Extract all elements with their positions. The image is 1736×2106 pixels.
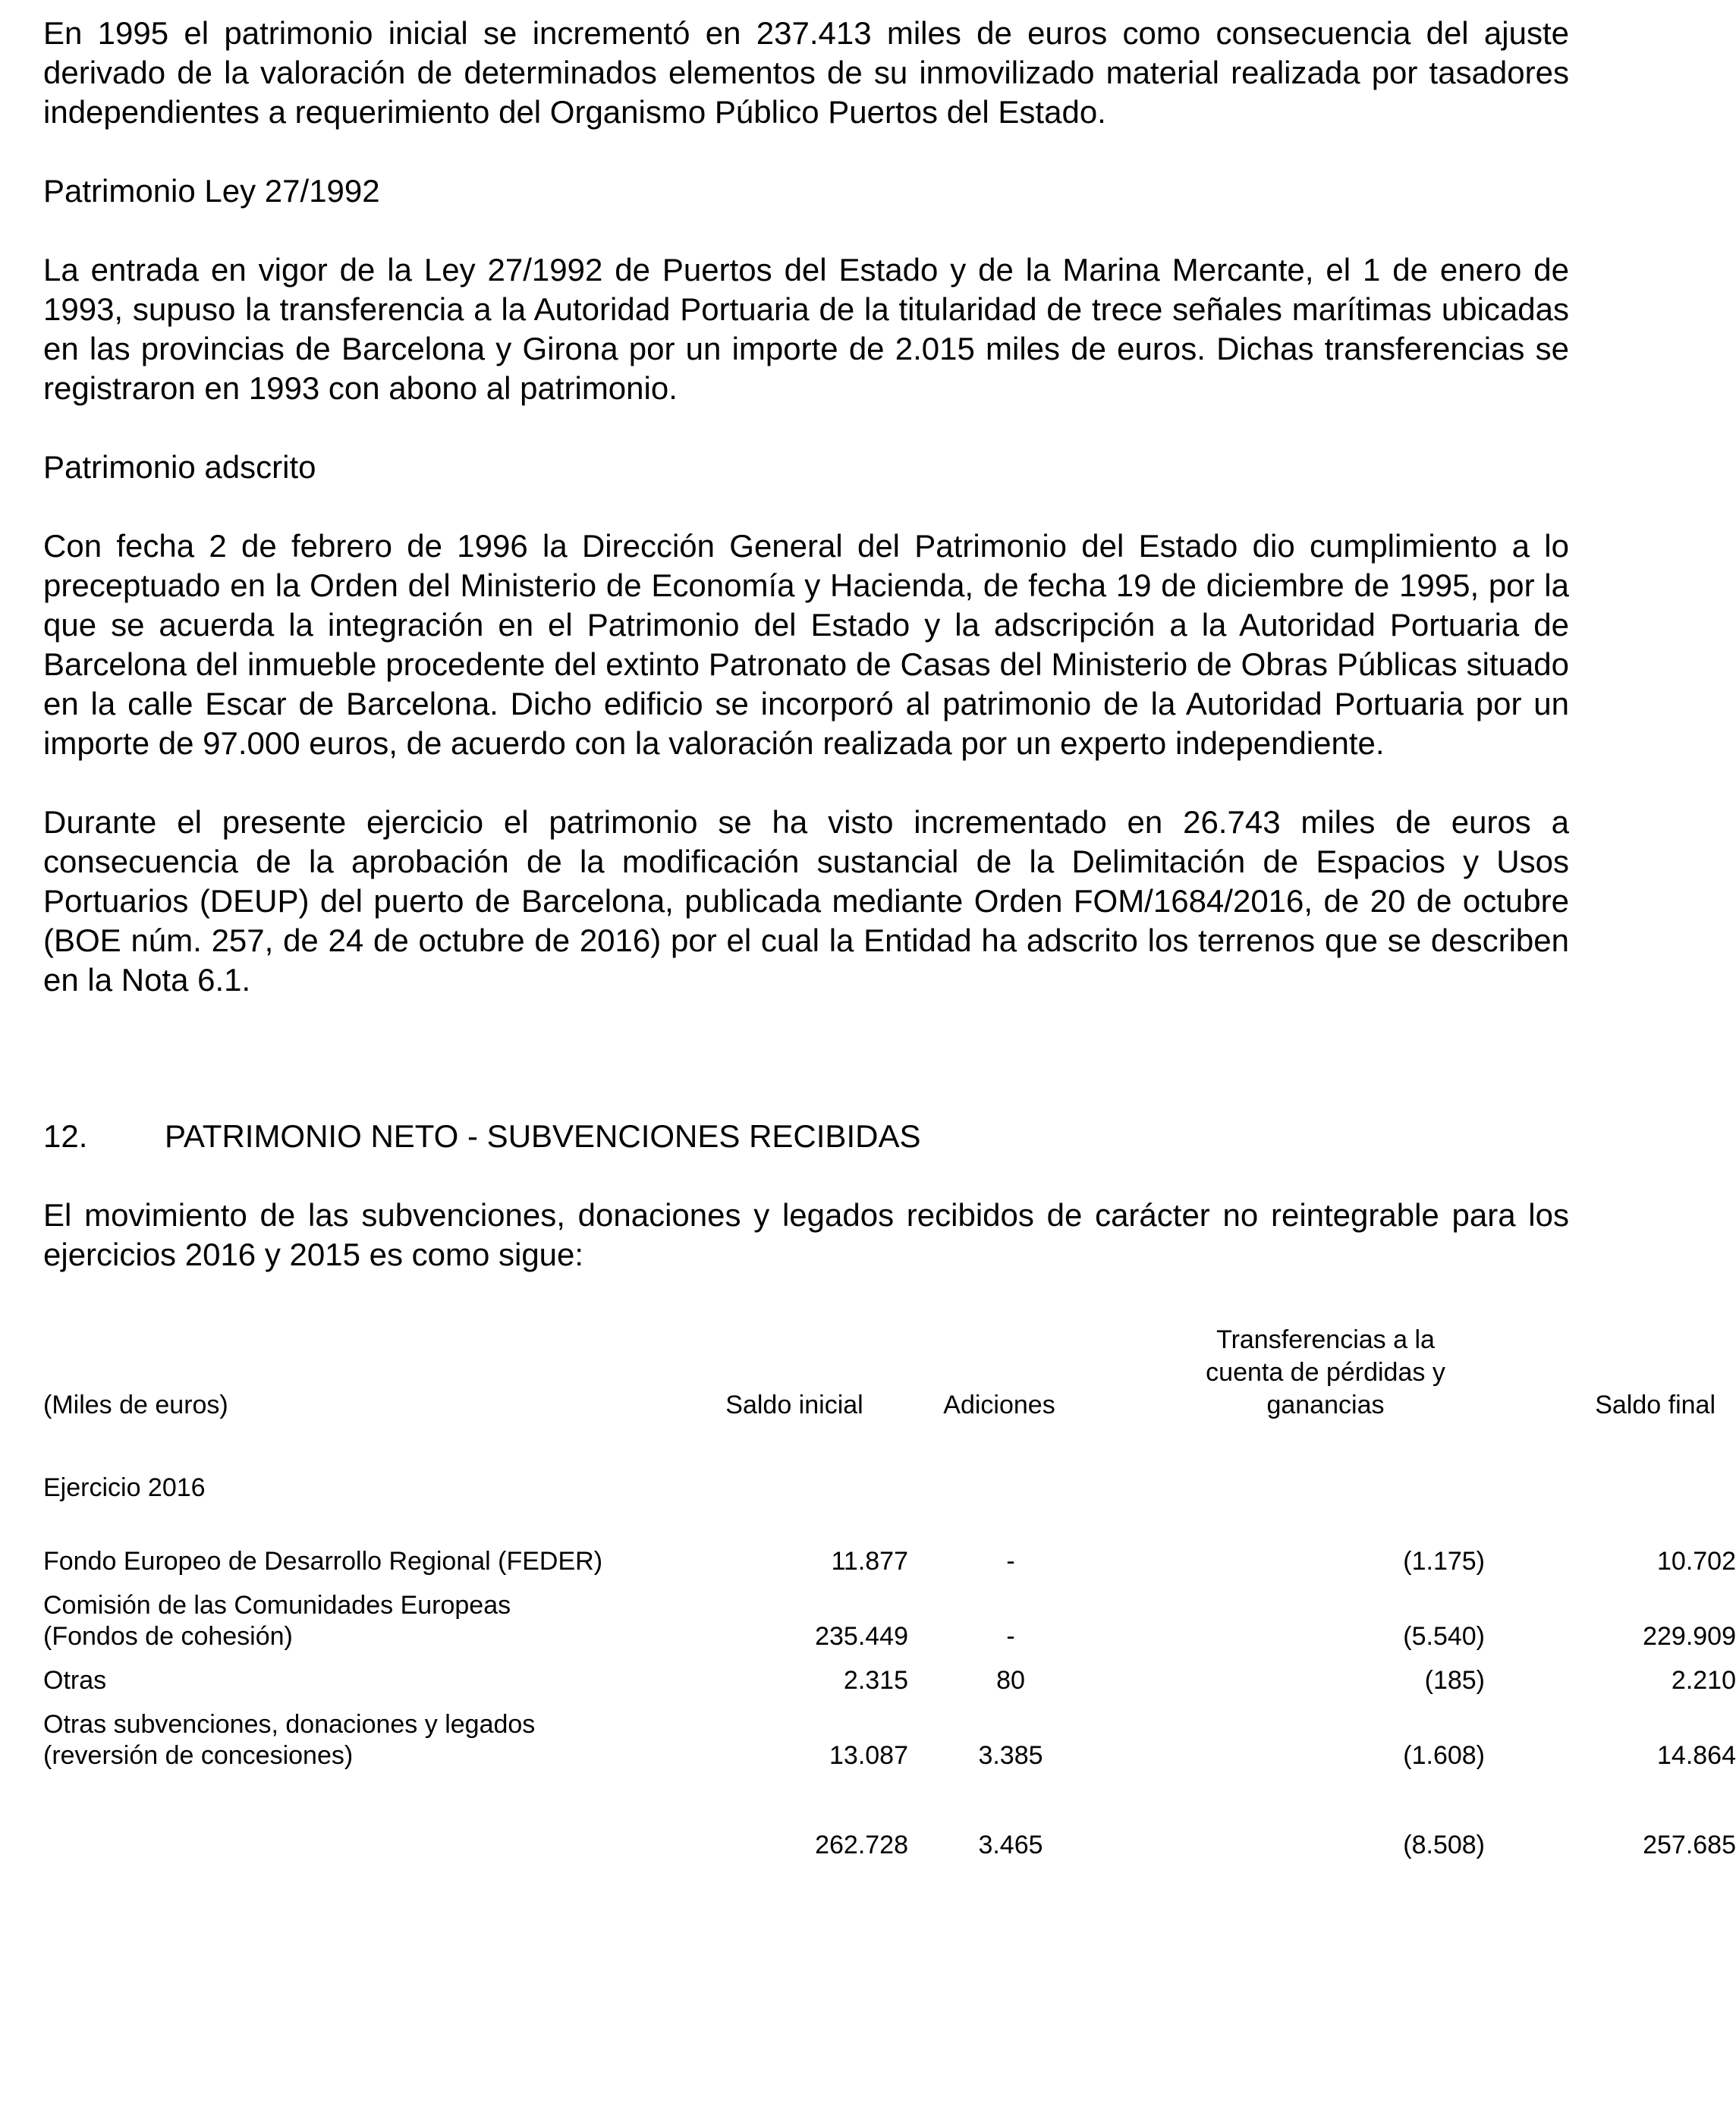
cell-transferencias: (185)	[1424, 1666, 1485, 1695]
table-row	[43, 1709, 1736, 1771]
period-label: Ejercicio 2016	[43, 1473, 206, 1502]
total-transferencias: (8.508)	[1403, 1831, 1485, 1859]
cell-adiciones: -	[1006, 1622, 1015, 1651]
header-units: (Miles de euros)	[43, 1391, 228, 1419]
total-adiciones: 3.465	[978, 1831, 1043, 1859]
total-row	[43, 1830, 1736, 1861]
spacer-row	[43, 1504, 1736, 1546]
cell-saldo-final: 14.864	[1657, 1741, 1736, 1770]
row-label-line1: Otras subvenciones, donaciones y legados	[43, 1710, 536, 1739]
row-label: Fondo Europeo de Desarrollo Regional (FEDER)	[43, 1547, 603, 1576]
header-transferencias-line1: Transferencias a la	[1216, 1325, 1435, 1354]
subheading-patrimonio-ley: Patrimonio Ley 27/1992	[43, 173, 380, 209]
subheading-patrimonio-adscrito: Patrimonio adscrito	[43, 449, 316, 485]
section-intro: El movimiento de las subvenciones, donaciones y legados recibidos de carácter no reintegrable para los ejercicios 2016 y 2015 es como sigue:	[43, 1197, 1569, 1272]
cell-saldo-inicial: 11.877	[831, 1547, 908, 1576]
spacer-row	[43, 1422, 1736, 1473]
row-label-line1: Comisión de las Comunidades Europeas	[43, 1591, 511, 1620]
header-transferencias	[1075, 1324, 1485, 1422]
table-row	[43, 1590, 1736, 1652]
subvenciones-table	[43, 1324, 1736, 1861]
header-saldo-inicial: Saldo inicial	[725, 1391, 863, 1419]
paragraph-adscripcion-1996: Con fecha 2 de febrero de 1996 la Dirección General del Patrimonio del Estado dio cumplimiento a lo preceptuado en la Orden del Ministerio de Economía y Hacienda, de fecha 19 de diciembre de 1995, por la que se acuerda la integración en el Patrimonio del Estado y la adscripción a la Autoridad Portuaria de Barcelona del inmueble procedente del extinto Patronato de Casas del Ministerio de Obras Públicas situado en la calle Escar de Barcelona. Dicho edificio se incorporó al patrimonio de la Autoridad Portuaria por un importe de 97.000 euros, de acuerdo con la valoración realizada por un experto independiente.	[43, 528, 1569, 761]
cell-saldo-final: 2.210	[1671, 1666, 1736, 1695]
row-label: Otras	[43, 1666, 107, 1695]
header-transferencias-line2: cuenta de pérdidas y	[1206, 1358, 1445, 1387]
cell-transferencias: (5.540)	[1403, 1622, 1485, 1651]
cell-adiciones: 3.385	[978, 1741, 1043, 1770]
total-saldo-inicial: 262.728	[815, 1831, 908, 1859]
total-saldo-final: 257.685	[1643, 1831, 1736, 1859]
header-transferencias-line3: ganancias	[1266, 1391, 1385, 1419]
row-label	[43, 1590, 650, 1652]
cell-transferencias: (1.608)	[1403, 1741, 1485, 1770]
table-row	[43, 1546, 1736, 1577]
header-saldo-final: Saldo final	[1595, 1391, 1716, 1419]
section-heading	[43, 1117, 1569, 1156]
table-row	[43, 1665, 1736, 1696]
section-number: 12.	[43, 1118, 88, 1154]
spacer-row	[43, 1577, 1736, 1590]
header-adiciones: Adiciones	[943, 1391, 1055, 1419]
paragraph-ley-27-1992: La entrada en vigor de la Ley 27/1992 de Puertos del Estado y de la Marina Mercante, el 1 de enero de 1993, supuso la transferencia a la Autoridad Portuaria de la titularidad de trece señales marítimas ubicadas en las provincias de Barcelona y Girona por un importe de 2.015 miles de euros. Dichas transferencias se registraron en 1993 con abono al patrimonio.	[43, 252, 1569, 406]
spacer-row	[43, 1771, 1736, 1830]
section-title: PATRIMONIO NETO - SUBVENCIONES RECIBIDAS	[165, 1118, 921, 1154]
paragraph-deup-2016: Durante el presente ejercicio el patrimonio se ha visto incrementado en 26.743 miles de euros a consecuencia de la aprobación de la modificación sustancial de la Delimitación de Espacios y Usos Portuarios (DEUP) del puerto de Barcelona, publicada mediante Orden FOM/1684/2016, de 20 de octubre (BOE núm. 257, de 24 de octubre de 2016) por el cual la Entidad ha adscrito los terrenos que se describen en la Nota 6.1.	[43, 804, 1569, 998]
period-row	[43, 1473, 1736, 1504]
cell-adiciones: -	[1006, 1547, 1015, 1576]
cell-adiciones: 80	[996, 1666, 1025, 1695]
document-page	[43, 14, 1736, 1861]
cell-saldo-inicial: 235.449	[815, 1622, 908, 1651]
cell-saldo-inicial: 2.315	[843, 1666, 908, 1695]
spacer-row	[43, 1696, 1736, 1709]
row-label-line2: (reversión de concesiones)	[43, 1741, 354, 1770]
table-header-row	[43, 1324, 1736, 1422]
row-label-line2: (Fondos de cohesión)	[43, 1622, 293, 1651]
cell-saldo-final: 229.909	[1643, 1622, 1736, 1651]
cell-transferencias: (1.175)	[1403, 1547, 1485, 1576]
cell-saldo-inicial: 13.087	[829, 1741, 908, 1770]
paragraph-patrimonio-1995: En 1995 el patrimonio inicial se incrementó en 237.413 miles de euros como consecuencia del ajuste derivado de la valoración de determinados elementos de su inmovilizado material realizada por tasadores independientes a requerimiento del Organismo Público Puertos del Estado.	[43, 15, 1569, 130]
cell-saldo-final: 10.702	[1657, 1547, 1736, 1576]
spacer-row	[43, 1652, 1736, 1665]
row-label	[43, 1709, 650, 1771]
